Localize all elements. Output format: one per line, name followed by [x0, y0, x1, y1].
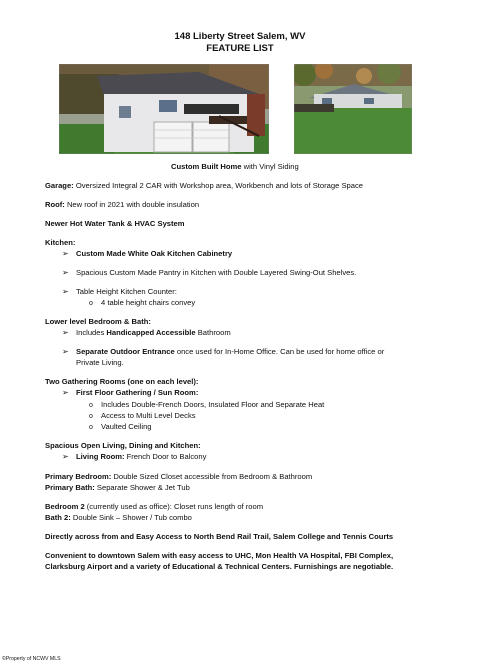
bath-2-label: Bath 2:	[45, 513, 71, 522]
house-rear-photo	[294, 64, 412, 154]
circle-bullet-icon: o	[89, 424, 93, 431]
lower-item-2-continued: Private Living.	[76, 358, 124, 367]
gathering-item-1	[62, 388, 198, 397]
closing-line-2: Clarksburg Airport and a variety of Educational & Technical Centers. Furnishings are negotiable.	[45, 562, 394, 571]
primary-bath-text: Separate Shower & Jet Tub	[94, 483, 190, 492]
primary-bedroom-label: Primary Bedroom:	[45, 472, 112, 481]
closing-line-1: Convenient to downtown Salem with easy access to UHC, Mon Health VA Hospital, FBI Complex,	[45, 551, 394, 560]
primary-bedroom-text: Double Sized Closet accessible from Bedroom & Bathroom	[111, 472, 313, 481]
bedroom-2-line	[45, 502, 263, 511]
living-item-bold: Living Room:	[76, 452, 125, 461]
kitchen-item-3	[62, 287, 177, 296]
arrow-bullet-icon: ➢	[62, 287, 69, 296]
roof-text: New roof in 2021 with double insulation	[64, 200, 200, 209]
kitchen-sub-1	[89, 298, 195, 308]
arrow-bullet-icon: ➢	[62, 249, 69, 258]
circle-bullet-icon: o	[89, 402, 93, 409]
bath-2-line	[45, 513, 192, 522]
circle-bullet-icon: o	[89, 413, 93, 420]
lower-item-1-bold: Handicapped Accessible	[106, 328, 196, 337]
lower-item-2	[62, 347, 384, 356]
gathering-sub-1	[89, 400, 324, 410]
kitchen-item-2-text: Spacious Custom Made Pantry in Kitchen with Double Layered Swing-Out Shelves.	[76, 268, 357, 277]
kitchen-item-1-text: Custom Made White Oak Kitchen Cabinetry	[76, 249, 233, 258]
gathering-sub-3	[89, 422, 152, 432]
gathering-sub-2-text: Access to Multi Level Decks	[101, 411, 196, 420]
kitchen-heading: Kitchen:	[45, 238, 76, 247]
arrow-bullet-icon: ➢	[62, 328, 69, 337]
bath-2-text: Double Sink – Shower / Tub combo	[70, 513, 192, 522]
primary-bedroom-line	[45, 472, 312, 481]
kitchen-item-3-text: Table Height Kitchen Counter:	[76, 287, 177, 296]
intro-rest: with Vinyl Siding	[241, 162, 299, 171]
arrow-bullet-icon: ➢	[62, 347, 69, 356]
garage-text: Oversized Integral 2 CAR with Workshop area, Workbench and lots of Storage Space	[73, 181, 363, 190]
kitchen-sub-1-text: 4 table height chairs convey	[101, 298, 196, 307]
lower-heading: Lower level Bedroom & Bath:	[45, 317, 151, 326]
document-title	[0, 31, 480, 55]
address-heading: 148 Liberty Street Salem, WV	[174, 31, 306, 42]
garage-label: Garage:	[45, 181, 74, 190]
gathering-sub-1-text: Includes Double-French Doors, Insulated Floor and Separate Heat	[101, 400, 325, 409]
garage-line	[45, 181, 363, 190]
feature-list-heading: FEATURE LIST	[206, 43, 274, 54]
bedroom-2-text: (currently used as office): Closet runs length of room	[84, 502, 264, 511]
lower-item-1-post: Bathroom	[195, 328, 231, 337]
living-heading: Spacious Open Living, Dining and Kitchen:	[45, 441, 201, 450]
primary-bath-label: Primary Bath:	[45, 483, 95, 492]
lower-item-2-bold: Separate Outdoor Entrance	[76, 347, 175, 356]
living-item-text: French Door to Balcony	[124, 452, 207, 461]
intro-bold: Custom Built Home	[171, 162, 242, 171]
intro-line	[171, 162, 299, 171]
gathering-sub-3-text: Vaulted Ceiling	[101, 422, 152, 431]
hvac-line: Newer Hot Water Tank & HVAC System	[45, 219, 185, 228]
roof-line	[45, 200, 199, 209]
roof-label: Roof:	[45, 200, 65, 209]
gathering-sub-2	[89, 411, 196, 421]
lower-item-1	[62, 328, 231, 337]
kitchen-item-2	[62, 268, 356, 277]
arrow-bullet-icon: ➢	[62, 388, 69, 397]
living-item	[62, 452, 206, 461]
house-front-photo	[59, 64, 269, 154]
lower-item-2-text: once used for In-Home Office. Can be used for home office or	[174, 347, 385, 356]
arrow-bullet-icon: ➢	[62, 268, 69, 277]
circle-bullet-icon: o	[89, 300, 93, 307]
bedroom-2-label: Bedroom 2	[45, 502, 85, 511]
lower-item-1-pre: Includes	[76, 328, 107, 337]
gathering-item-1-text: First Floor Gathering / Sun Room:	[76, 388, 199, 397]
gathering-heading: Two Gathering Rooms (one on each level):	[45, 377, 199, 386]
arrow-bullet-icon: ➢	[62, 452, 69, 461]
primary-bath-line	[45, 483, 190, 492]
kitchen-item-1	[62, 249, 232, 258]
mls-footer: ©Property of NCWV MLS	[2, 656, 61, 662]
access-line: Directly across from and Easy Access to North Bend Rail Trail, Salem College and Tennis Courts	[45, 532, 394, 541]
